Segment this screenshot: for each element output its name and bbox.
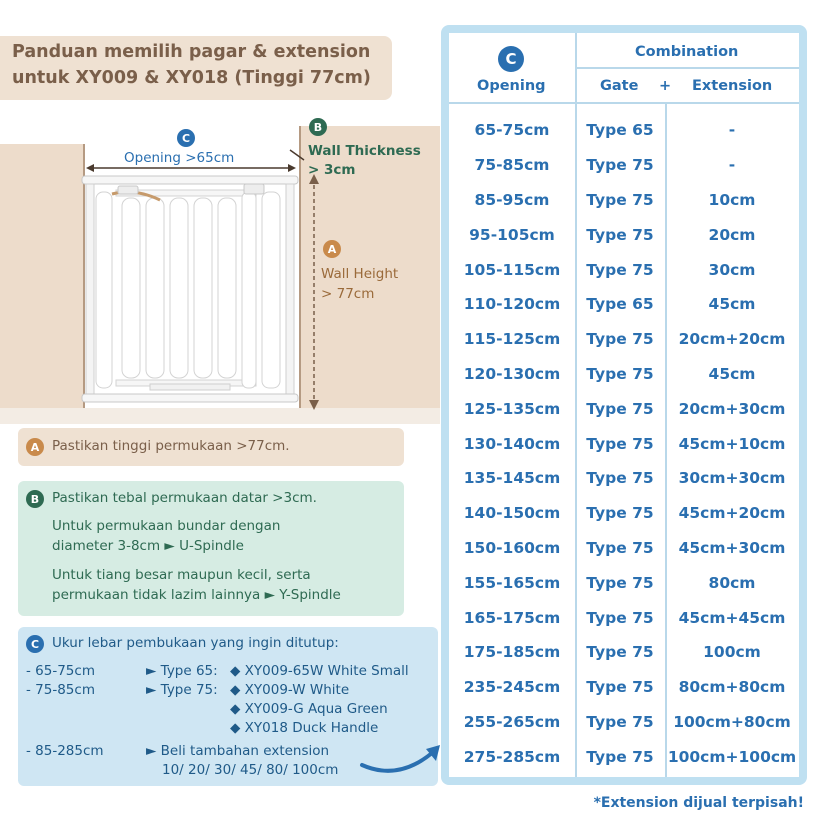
table-row [449,357,799,392]
title-line-1: Panduan memilih pagar & extension [12,42,371,62]
wall-height-label: Wall Height [321,266,399,282]
gate-cell: Type 75 [586,364,654,383]
gate-illustration [0,118,440,424]
note-b-round-1: Untuk permukaan bundar dengan [52,518,281,534]
note-b-pillar-2: permukaan tidak lazim lainnya ► Y-Spindle [52,587,341,603]
note-c-box [18,627,438,786]
opening-cell: 115-125cm [463,330,561,349]
extension-cell: 80cm+80cm [678,678,786,697]
table-row [449,183,799,218]
table-row [449,322,799,357]
table-row [449,217,799,252]
gate-cell: Type 75 [586,747,654,766]
opening-cell: 75-85cm [474,156,550,175]
table-row [449,426,799,461]
plus-header: + [659,78,672,94]
extension-cell: 30cm+30cm [678,469,786,488]
extension-cell: 100cm [703,643,761,662]
extension-cell: 100cm+100cm [667,747,797,766]
extension-cell: 10cm [708,190,756,209]
table-row [449,113,799,148]
left-wall [0,144,84,416]
wall-height-value: > 77cm [321,286,375,302]
extension-cell: 45cm+30cm [678,538,786,557]
gate-cell: Type 75 [586,330,654,349]
table-row [449,287,799,322]
combination-table [449,33,799,777]
opening-header: Opening [477,78,546,94]
extension-cell: 45cm [708,295,756,314]
note-c-range-2: - 75-85cm [26,682,95,698]
extension-cell: 45cm+20cm [678,504,786,523]
extension-cell: 100cm+80cm [673,712,791,731]
note-c-extension-sizes: 10/ 20/ 30/ 45/ 80/ 100cm [162,762,339,778]
opening-cell: 255-265cm [463,712,561,731]
table-row [449,461,799,496]
table-row [449,252,799,287]
extension-cell: 80cm [708,573,756,592]
gate-cell: Type 75 [586,260,654,279]
gate-cell: Type 75 [586,399,654,418]
opening-cell: 155-165cm [463,573,561,592]
footnote: *Extension dijual terpisah! [593,795,804,811]
header-bottom [449,102,799,104]
extension-cell: 45cm [708,364,756,383]
opening-cell: 120-130cm [463,364,561,383]
table-row [449,565,799,600]
note-b-badge: B [26,490,44,508]
opening-cell: 140-150cm [463,504,561,523]
header-divider [575,67,799,69]
wall-thickness-label: Wall Thickness [308,143,421,159]
gate-cell: Type 75 [586,504,654,523]
opening-cell: 235-245cm [463,678,561,697]
note-a-text: Pastikan tinggi permukaan >77cm. [52,438,290,454]
note-a-badge: A [26,438,44,456]
extension-cell: 20cm [708,225,756,244]
note-c-badge: C [26,635,44,653]
note-b-box [18,481,404,616]
opening-cell: 135-145cm [463,469,561,488]
table-row [449,670,799,705]
opening-cell: 105-115cm [463,260,561,279]
opening-cell: 85-95cm [474,190,550,209]
extension-cell: 30cm [708,260,756,279]
gate-cell: Type 75 [586,156,654,175]
gate-cell: Type 75 [586,643,654,662]
note-c-model-2c: ◆ XY018 Duck Handle [230,720,379,736]
table-row [449,531,799,566]
table-c-badge: C [498,46,524,72]
title-banner [0,36,392,100]
opening-cell: 65-75cm [474,121,550,140]
floor [0,408,440,424]
table-row [449,391,799,426]
extension-cell: 45cm+45cm [678,608,786,627]
opening-cell: 150-160cm [463,538,561,557]
thickness-b-badge: B [309,118,327,136]
combination-header: Combination [635,44,739,60]
extension-cell: 20cm+30cm [678,399,786,418]
gate-cell: Type 75 [586,712,654,731]
gate-icon [82,176,298,402]
gate-cell: Type 75 [586,678,654,697]
note-c-text: Ukur lebar pembukaan yang ingin ditutup: [52,635,339,651]
gate-cell: Type 75 [586,573,654,592]
opening-cell: 110-120cm [463,295,561,314]
extension-header: Extension [692,78,773,94]
note-b-text: Pastikan tebal permukaan datar >3cm. [52,490,317,506]
opening-arrow-left-icon [86,164,94,172]
table-row [449,148,799,183]
title-line-2: untuk XY009 & XY018 (Tinggi 77cm) [12,68,371,88]
opening-cell: 130-140cm [463,434,561,453]
opening-c-badge: C [177,129,195,147]
opening-arrow-right-icon [288,164,296,172]
gate-cell: Type 75 [586,469,654,488]
extension-cell: - [728,121,736,140]
note-c-model-2a: ◆ XY009-W White [230,682,350,698]
note-c-model-2b: ◆ XY009-G Aqua Green [230,701,388,717]
opening-cell: 125-135cm [463,399,561,418]
note-c-type-2: ► Type 75: [146,682,218,698]
table-row [449,600,799,635]
note-c-range-3: - 85-285cm [26,743,104,759]
opening-cell: 175-185cm [463,643,561,662]
gate-cell: Type 65 [586,121,654,140]
height-a-badge: A [323,240,341,258]
note-c-model-1: ◆ XY009-65W White Small [230,663,409,679]
opening-cell: 95-105cm [469,225,555,244]
wall-thickness-value: > 3cm [308,162,356,178]
gate-cell: Type 65 [586,295,654,314]
gate-header: Gate [600,78,639,94]
opening-label: Opening >65cm [124,150,235,166]
table-row [449,496,799,531]
gate-cell: Type 75 [586,538,654,557]
note-c-range-1: - 65-75cm [26,663,95,679]
gate-cell: Type 75 [586,190,654,209]
gate-cell: Type 75 [586,225,654,244]
extension-cell: 45cm+10cm [678,434,786,453]
note-a-box [18,428,404,466]
note-b-pillar-1: Untuk tiang besar maupun kecil, serta [52,567,311,583]
opening-cell: 275-285cm [463,747,561,766]
gate-cell: Type 75 [586,434,654,453]
note-c-extension-text: ► Beli tambahan extension [146,743,330,759]
opening-cell: 165-175cm [463,608,561,627]
table-row [449,635,799,670]
extension-cell: - [728,156,736,175]
table-row [449,705,799,740]
note-c-type-1: ► Type 65: [146,663,218,679]
curved-arrow-icon [358,737,444,781]
extension-cell: 20cm+20cm [678,330,786,349]
gate-cell: Type 75 [586,608,654,627]
note-b-round-2: diameter 3-8cm ► U-Spindle [52,538,244,554]
table-row [449,739,799,774]
